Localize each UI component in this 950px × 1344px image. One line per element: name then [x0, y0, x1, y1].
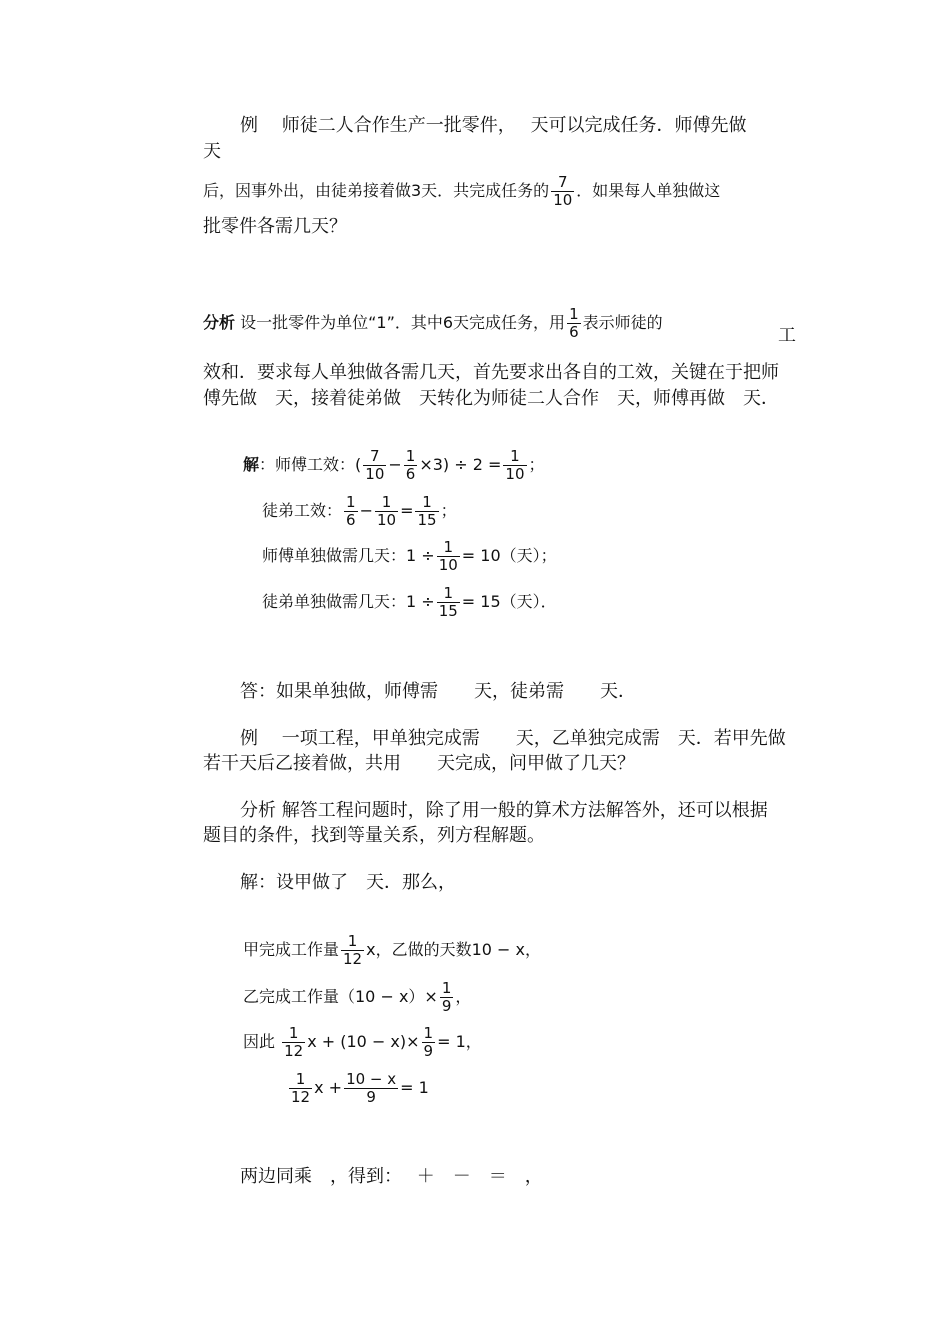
- fraction: $\frac{1}{6}$: [346, 493, 356, 529]
- solution2-line3: 因此 $\frac{1}{12}$ x + (10 − x)× $\frac{1}{9}$ = 1，: [243, 1024, 482, 1060]
- solution2-line4: $\frac{1}{12}$ x + $\frac{10 - x}{9}$ = 1: [291, 1070, 429, 1106]
- analysis-label: 分析: [203, 313, 236, 332]
- analysis1-line1: 分析 设一批零件为单位“1”．其中6天完成任务，用 $\frac{1}{6}$ 表示师徒的: [203, 305, 663, 341]
- fraction: $\frac{1}{6}$: [405, 447, 416, 483]
- fraction: $\frac{1}{10}$: [376, 493, 397, 529]
- final-line: 两边同乘 ，得到： ＋ － ＝ ，: [240, 1166, 543, 1187]
- fraction: $\frac{1}{15}$: [417, 493, 437, 529]
- fraction: $\frac{1}{12}$: [291, 1070, 311, 1106]
- analysis2-line2: 题目的条件，找到等量关系，列方程解题。: [203, 825, 545, 846]
- answer1: 答：如果单独做，师傅需 天，徒弟需 天．: [240, 681, 636, 702]
- fraction-7-10: $\frac{7}{10}$: [553, 173, 573, 209]
- fraction: $\frac{1}{12}$: [284, 1024, 304, 1060]
- example2-line1: 例 一项工程，甲单独完成需 天，乙单独完成需 天．若甲先做: [240, 728, 786, 749]
- analysis1-tail-char: 工: [778, 325, 796, 346]
- solution2-intro: 解：设甲做了 天．那么，: [240, 872, 456, 893]
- fraction: $\frac{10 - x}{9}$: [346, 1070, 397, 1106]
- example1-line3: 后，因事外出，由徒弟接着做3天．共完成任务的 $\frac{7}{10}$ ．如果每人单独做这: [203, 173, 721, 209]
- example1-line1: 例 师徒二人合作生产一批零件， 天可以完成任务．师傅先做: [240, 115, 747, 136]
- fraction: $\frac{1}{9}$: [441, 979, 452, 1015]
- fraction: $\frac{1}{15}$: [438, 584, 458, 620]
- analysis1-line3: 傅先做 天，接着徒弟做 天转化为师徒二人合作 天，师傅再做 天．: [203, 388, 779, 409]
- solution-label: 解: [243, 455, 260, 474]
- fraction: $\frac{1}{12}$: [343, 932, 363, 968]
- fraction: $\frac{1}{9}$: [423, 1024, 434, 1060]
- analysis1-line2: 效和．要求每人单独做各需几天，首先要求出各自的工效，关键在于把师: [203, 362, 779, 383]
- solution1-line4: 徒弟单独做需几天：1 ÷ $\frac{1}{15}$ = 15（天）．: [262, 584, 557, 620]
- example2-line2: 若干天后乙接着做，共用 天完成，问甲做了几天？: [203, 753, 635, 774]
- fraction: $\frac{1}{10}$: [505, 447, 525, 483]
- solution2-line2: 乙完成工作量（10 − x）× $\frac{1}{9}$ ，: [243, 979, 472, 1015]
- example1-line4: 批零件各需几天？: [203, 216, 347, 237]
- fraction-1-6: $\frac{1}{6}$: [569, 305, 579, 341]
- solution1-line3: 师傅单独做需几天：1 ÷ $\frac{1}{10}$ = 10（天）；: [262, 538, 557, 574]
- solution1-line1: 解：师傅工效：( $\frac{7}{10}$ − $\frac{1}{6}$ ×3) ÷ 2 = $\frac{1}{10}$ ；: [243, 447, 545, 483]
- analysis2-line1: 分析 解答工程问题时，除了用一般的算术方法解答外，还可以根据: [240, 800, 768, 821]
- solution2-line1: 甲完成工作量 $\frac{1}{12}$ x，乙做的天数10 − x，: [243, 932, 541, 968]
- fraction: $\frac{7}{10}$: [365, 447, 385, 483]
- fraction: $\frac{1}{10}$: [438, 538, 458, 574]
- solution1-line2: 徒弟工效： $\frac{1}{6}$ − $\frac{1}{10}$ = $\frac{1}{15}$ ；: [262, 493, 457, 529]
- example1-line2: 天: [203, 141, 221, 162]
